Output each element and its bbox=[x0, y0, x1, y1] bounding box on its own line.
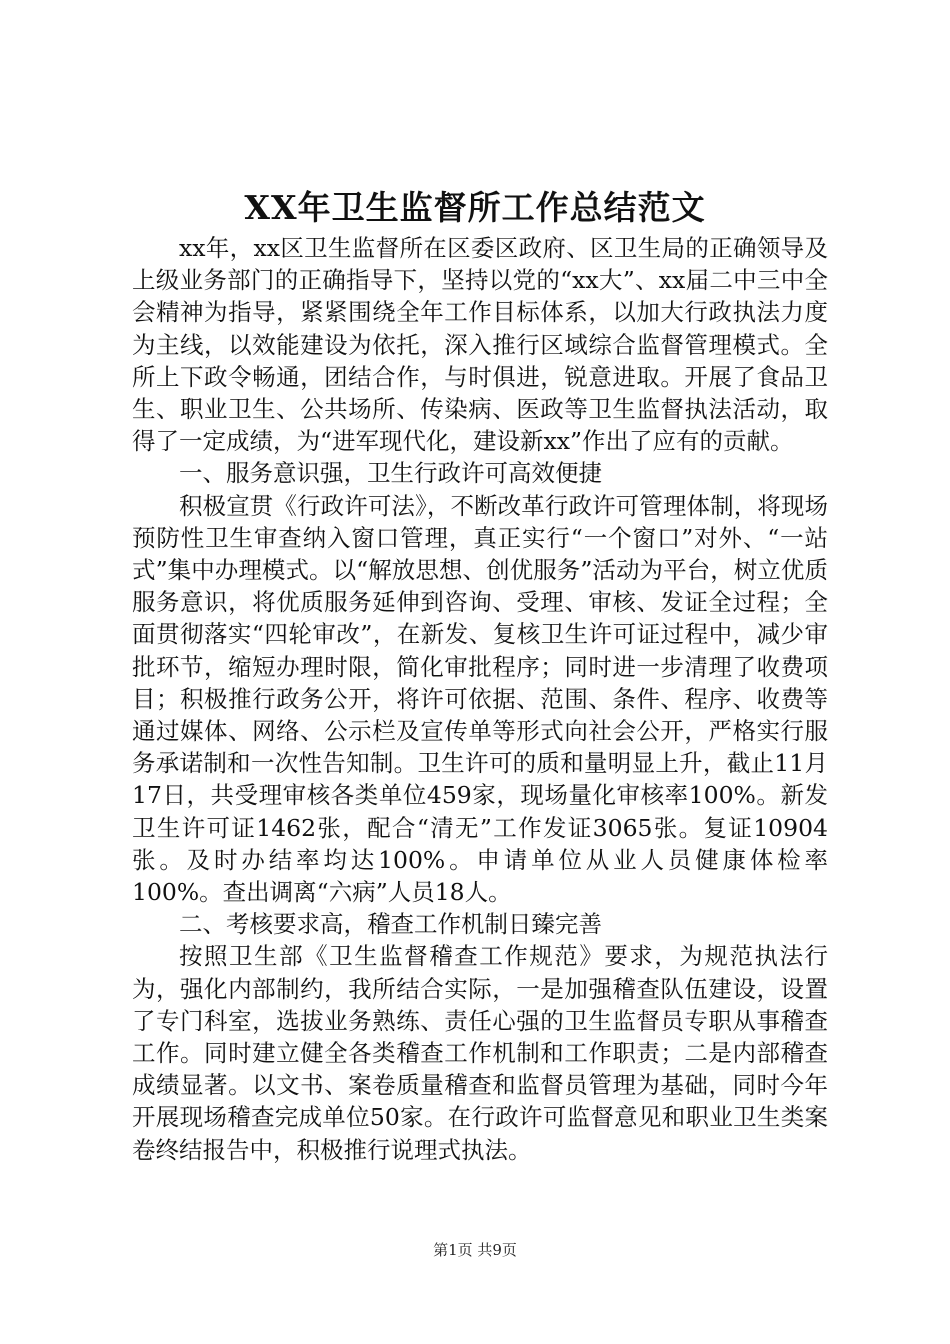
document-body bbox=[132, 232, 828, 1166]
section-heading-2: 二、考核要求高，稽查工作机制日臻完善 bbox=[179, 910, 602, 939]
section-1-paragraph: 积极宣贯《行政许可法》，不断改革行政许可管理体制，将现场预防性卫生审查纳入窗口管理，真正实行“一个窗口”对外、“一站式”集中办理模式。以“解放思想、创优服务”活动为平台，树立优质服务意识，将优质服务延伸到咨询、受理、审核、发证全过程；全面贯彻落实“四轮审改”，在新发、复核卫生许可证过程中，减少审批环节，缩短办理时限，简化审批程序；同时进一步清理了收费项目；积极推行政务公开，将许可依据、范围、条件、程序、收费等通过媒体、网络、公示栏及宣传单等形式向社会公开，严格实行服务承诺制和一次性告知制。卫生许可的质和量明显上升，截止11月17日，共受理审核各类单位459家，现场量化审核率100%。新发卫生许可证1462张，配合“清无”工作发证3065张。复证10904张。及时办结率均达100%。申请单位从业人员健康体检率100%。查出调离“六病”人员18人。 bbox=[132, 491, 828, 907]
intro-paragraph: xx年，xx区卫生监督所在区委区政府、区卫生局的正确领导及上级业务部门的正确指导下，坚持以党的“xx大”、xx届二中三中全会精神为指导，紧紧围绕全年工作目标体系，以加大行政执法力度为主线，以效能建设为依托，深入推行区域综合监督管理模式。全所上下政令畅通，团结合作，与时俱进，锐意进取。开展了食品卫生、职业卫生、公共场所、传染病、医政等卫生监督执法活动，取得了一定成绩，为“进军现代化，建设新xx”作出了应有的贡献。 bbox=[132, 234, 828, 456]
document-title: XX年卫生监督所工作总结范文 bbox=[244, 188, 706, 227]
page-number-footer: 第1页 共9页 bbox=[433, 1241, 517, 1259]
section-heading-1: 一、服务意识强，卫生行政许可高效便捷 bbox=[179, 459, 602, 488]
section-2-paragraph: 按照卫生部《卫生监督稽查工作规范》要求，为规范执法行为，强化内部制约，我所结合实际，一是加强稽查队伍建设，设置了专门科室，选拔业务熟练、责任心强的卫生监督员专职从事稽查工作。同时建立健全各类稽查工作机制和工作职责；二是内部稽查成绩显著。以文书、案卷质量稽查和监督员管理为基础，同时今年开展现场稽查完成单位50家。在行政许可监督意见和职业卫生类案卷终结报告中，积极推行说理式执法。 bbox=[132, 942, 828, 1164]
